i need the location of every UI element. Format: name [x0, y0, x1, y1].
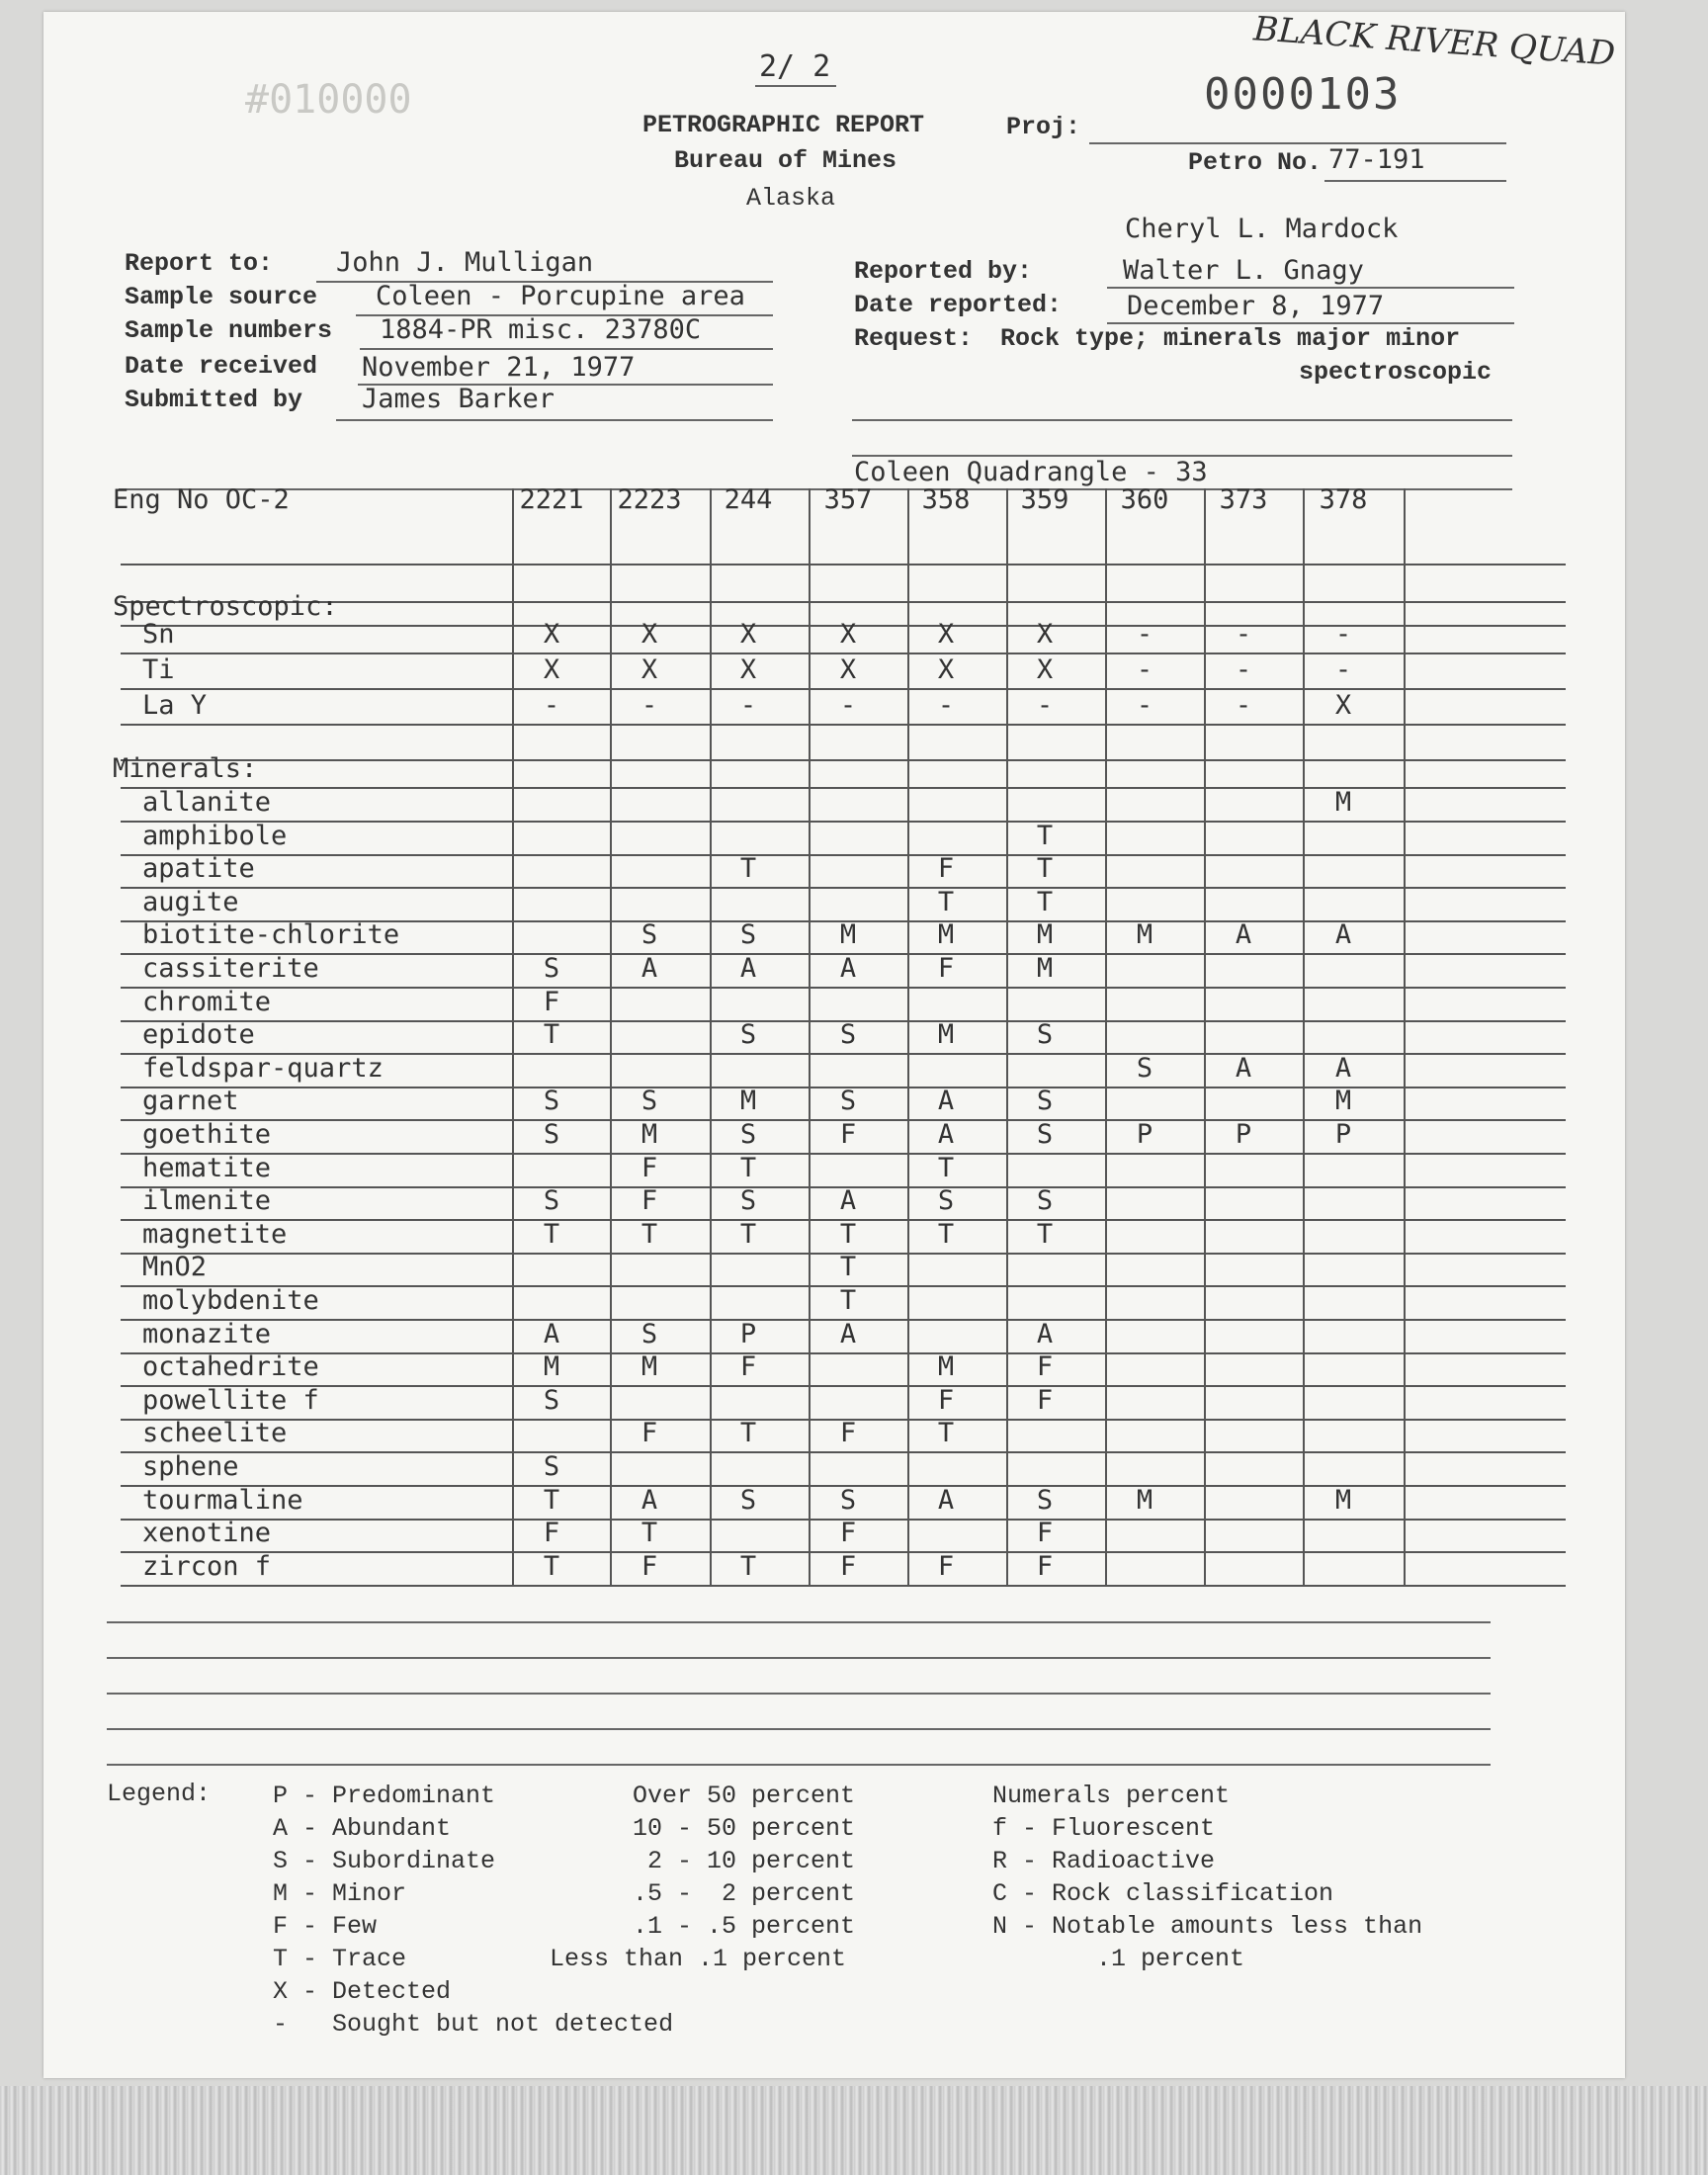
quadrangle-label: Coleen Quadrangle - 33 [854, 457, 1208, 487]
report-to-label: Report to: [125, 249, 274, 278]
row-rule [121, 1585, 1566, 1587]
legend-range: .1 - .5 percent [633, 1912, 856, 1941]
column-rule [512, 488, 514, 1586]
table-cell: T [839, 1252, 857, 1283]
row-label: molybdenite [142, 1285, 319, 1316]
submitted-by-value: James Barker [362, 384, 555, 414]
table-cell: X [937, 619, 955, 650]
table-cell: X [839, 619, 857, 650]
table-cell: - [1136, 690, 1153, 721]
scan-edge [0, 2086, 1708, 2175]
table-cell: M [937, 919, 955, 951]
table-cell: F [937, 1384, 955, 1416]
table-cell: F [839, 1119, 857, 1150]
row-label: chromite [142, 986, 272, 1017]
table-cell: A [839, 1185, 857, 1217]
sample-numbers-value: 1884-PR misc. 23780C [380, 314, 702, 345]
submitted-by-underline [336, 419, 773, 421]
table-cell: M [937, 1351, 955, 1383]
date-reported-label: Date reported: [854, 291, 1063, 319]
row-label: feldspar-quartz [142, 1052, 384, 1084]
sample-numbers-underline [360, 348, 773, 350]
faded-number: #010000 [245, 77, 412, 123]
row-label: MnO2 [142, 1252, 208, 1283]
table-cell: F [937, 853, 955, 885]
row-label: sphene [142, 1451, 239, 1482]
petro-label: Petro No. [1188, 148, 1323, 177]
table-cell: P [1334, 1119, 1352, 1150]
table-cell: F [937, 1550, 955, 1582]
row-rule [121, 1352, 1566, 1354]
date-received-label: Date received [125, 352, 318, 381]
legend-code: T - Trace [273, 1945, 407, 1973]
column-rule [1105, 488, 1107, 1586]
row-label: Ti [142, 654, 175, 685]
row-label: scheelite [142, 1418, 288, 1449]
legend-code: P - Predominant [273, 1782, 496, 1810]
table-cell: A [937, 1086, 955, 1117]
row-label: powellite f [142, 1384, 319, 1416]
sample-source-label: Sample source [125, 283, 318, 311]
row-label: tourmaline [142, 1484, 303, 1516]
table-cell: S [839, 1484, 857, 1516]
table-cell: M [1036, 953, 1054, 984]
row-rule [121, 1153, 1566, 1155]
table-cell: T [937, 1218, 955, 1250]
table-cell: T [1036, 820, 1054, 851]
table-cell: F [640, 1418, 658, 1449]
legend-note: R - Radioactive [992, 1847, 1216, 1875]
table-cell: S [839, 1019, 857, 1051]
table-cell: A [543, 1318, 560, 1349]
table-cell: S [739, 1019, 757, 1051]
table-cell: - [1036, 690, 1054, 721]
table-cell: P [739, 1318, 757, 1349]
table-cell: X [739, 619, 757, 650]
table-cell: A [937, 1119, 955, 1150]
table-cell: T [739, 1418, 757, 1449]
row-rule [121, 564, 1566, 566]
petro-value: 77-191 [1328, 144, 1425, 175]
table-cell: F [839, 1418, 857, 1449]
eng-no-label: Eng No OC-2 [113, 484, 290, 515]
table-cell: S [739, 1185, 757, 1217]
table-cell: F [839, 1550, 857, 1582]
table-cell: M [640, 1351, 658, 1383]
table-cell: F [543, 986, 560, 1017]
blank-rule [107, 1764, 1491, 1766]
table-cell: F [543, 1518, 560, 1549]
proj-underline [1089, 142, 1506, 144]
column-header-244: 244 [724, 484, 773, 515]
column-rule [907, 488, 909, 1586]
table-cell: X [543, 619, 560, 650]
reporter-extra: Cheryl L. Mardock [1125, 214, 1399, 244]
legend-note: N - Notable amounts less than [992, 1912, 1423, 1941]
reported-by-label: Reported by: [854, 257, 1033, 286]
submitted-by-label: Submitted by [125, 386, 303, 414]
column-rule [610, 488, 612, 1586]
legend-code: M - Minor [273, 1879, 407, 1908]
table-cell: S [937, 1185, 955, 1217]
sample-numbers-label: Sample numbers [125, 316, 333, 345]
table-cell: S [543, 1384, 560, 1416]
column-header-358: 358 [921, 484, 971, 515]
row-label: epidote [142, 1019, 255, 1051]
table-cell: - [739, 690, 757, 721]
table-cell: A [1334, 1052, 1352, 1084]
legend-note: C - Rock classification [992, 1879, 1334, 1908]
table-cell: T [839, 1285, 857, 1316]
report-to-value: John J. Mulligan [336, 247, 594, 278]
proj-label: Proj: [1006, 113, 1081, 141]
row-label: hematite [142, 1152, 272, 1183]
table-cell: S [739, 1119, 757, 1150]
table-cell: X [1334, 690, 1352, 721]
table-cell: T [543, 1484, 560, 1516]
table-cell: F [1036, 1550, 1054, 1582]
reported-by-value: Walter L. Gnagy [1123, 255, 1364, 286]
table-cell: F [1036, 1518, 1054, 1549]
legend-range: .5 - 2 percent [633, 1879, 856, 1908]
table-cell: M [1334, 1484, 1352, 1516]
table-cell: S [640, 1318, 658, 1349]
table-cell: - [1334, 619, 1352, 650]
table-cell: S [1036, 1185, 1054, 1217]
table-cell: T [937, 1418, 955, 1449]
table-cell: S [1136, 1052, 1153, 1084]
table-cell: M [1036, 919, 1054, 951]
table-cell: T [543, 1550, 560, 1582]
table-cell: A [640, 953, 658, 984]
row-rule [121, 821, 1566, 823]
request-underline-1 [852, 419, 1512, 421]
table-cell: - [1136, 654, 1153, 685]
table-cell: X [640, 654, 658, 685]
table-cell: S [1036, 1086, 1054, 1117]
column-header-2223: 2223 [617, 484, 682, 515]
table-cell: - [1235, 690, 1252, 721]
date-reported-value: December 8, 1977 [1127, 291, 1385, 321]
table-cell: F [640, 1185, 658, 1217]
table-cell: T [1036, 886, 1054, 917]
column-header-373: 373 [1219, 484, 1268, 515]
page-number-underline [755, 85, 836, 87]
table-cell: X [739, 654, 757, 685]
legend-range: 10 - 50 percent [633, 1814, 856, 1843]
column-rule [1303, 488, 1305, 1586]
table-cell: - [1235, 654, 1252, 685]
table-cell: A [839, 953, 857, 984]
table-cell: T [739, 1550, 757, 1582]
table-cell: S [640, 1086, 658, 1117]
date-received-value: November 21, 1977 [362, 352, 636, 383]
table-cell: M [937, 1019, 955, 1051]
table-cell: - [839, 690, 857, 721]
row-label: augite [142, 886, 239, 917]
table-cell: T [640, 1518, 658, 1549]
state-name: Alaska [746, 184, 836, 213]
blank-rule [107, 1728, 1491, 1730]
table-cell: S [739, 919, 757, 951]
table-cell: X [937, 654, 955, 685]
row-label: garnet [142, 1086, 239, 1117]
table-cell: S [543, 1119, 560, 1150]
legend-range: Less than .1 percent [550, 1945, 847, 1973]
table-cell: - [640, 690, 658, 721]
table-cell: T [739, 853, 757, 885]
table-cell: T [543, 1218, 560, 1250]
table-cell: X [1036, 619, 1054, 650]
table-cell: X [543, 654, 560, 685]
table-cell: T [937, 886, 955, 917]
row-rule [121, 854, 1566, 856]
table-cell: M [1334, 787, 1352, 818]
table-cell: F [739, 1351, 757, 1383]
blank-rule [107, 1693, 1491, 1695]
agency-name: Bureau of Mines [674, 146, 897, 175]
row-label: apatite [142, 853, 255, 885]
table-cell: - [1235, 619, 1252, 650]
spectroscopic-heading: Spectroscopic: [113, 591, 338, 622]
request-value-2: spectroscopic [1299, 358, 1493, 387]
row-rule [121, 1385, 1566, 1387]
table-cell: S [839, 1086, 857, 1117]
table-cell: T [1036, 853, 1054, 885]
row-label: La Y [142, 690, 208, 721]
row-label: ilmenite [142, 1185, 272, 1217]
row-rule [121, 759, 1566, 761]
row-label: octahedrite [142, 1351, 319, 1383]
table-cell: A [839, 1318, 857, 1349]
row-label: cassiterite [142, 953, 319, 984]
legend-note: f - Fluorescent [992, 1814, 1216, 1843]
table-cell: T [1036, 1218, 1054, 1250]
table-cell: M [1136, 1484, 1153, 1516]
table-cell: T [739, 1218, 757, 1250]
minerals-heading: Minerals: [113, 753, 258, 784]
table-cell: A [739, 953, 757, 984]
legend-note: Numerals percent [992, 1782, 1231, 1810]
reported-by-underline [1107, 287, 1514, 289]
table-cell: S [543, 1185, 560, 1217]
table-cell: S [1036, 1484, 1054, 1516]
table-cell: - [543, 690, 560, 721]
table-cell: X [839, 654, 857, 685]
column-rule [710, 488, 712, 1586]
table-cell: M [1334, 1086, 1352, 1117]
row-rule [121, 987, 1566, 989]
legend-code: A - Abundant [273, 1814, 452, 1843]
table-cell: S [1036, 1119, 1054, 1150]
table-cell: A [937, 1484, 955, 1516]
table-cell: F [1036, 1351, 1054, 1383]
column-header-357: 357 [823, 484, 873, 515]
table-cell: X [1036, 654, 1054, 685]
table-cell: M [543, 1351, 560, 1383]
table-cell: S [739, 1484, 757, 1516]
page-number: 2/ 2 [759, 49, 831, 84]
table-cell: F [937, 953, 955, 984]
table-cell: T [937, 1152, 955, 1183]
row-rule [121, 887, 1566, 889]
legend-note: .1 percent [992, 1945, 1245, 1973]
row-label: biotite-chlorite [142, 919, 400, 951]
table-cell: A [1334, 919, 1352, 951]
table-cell: T [739, 1152, 757, 1183]
legend-range: 2 - 10 percent [633, 1847, 856, 1875]
legend-range: Over 50 percent [633, 1782, 856, 1810]
blank-rule [107, 1621, 1491, 1623]
row-label: allanite [142, 787, 272, 818]
table-cell: P [1136, 1119, 1153, 1150]
row-rule [121, 1451, 1566, 1453]
table-cell: A [1235, 1052, 1252, 1084]
document-number: 0000103 [1204, 69, 1402, 120]
legend-code: X - Detected [273, 1977, 452, 2006]
row-label: xenotine [142, 1518, 272, 1549]
table-cell: P [1235, 1119, 1252, 1150]
table-cell: X [640, 619, 658, 650]
row-label: amphibole [142, 820, 288, 851]
table-cell: S [1036, 1019, 1054, 1051]
column-rule [1404, 488, 1406, 1586]
table-cell: - [1136, 619, 1153, 650]
table-cell: S [640, 919, 658, 951]
table-cell: A [1235, 919, 1252, 951]
row-label: zircon f [142, 1550, 272, 1582]
table-cell: T [543, 1019, 560, 1051]
request-label: Request: [854, 324, 974, 353]
blank-rule [107, 1657, 1491, 1659]
table-cell: T [640, 1218, 658, 1250]
table-cell: - [1334, 654, 1352, 685]
row-label: monazite [142, 1318, 272, 1349]
table-cell: - [937, 690, 955, 721]
table-cell: S [543, 1086, 560, 1117]
legend-code: - Sought but not detected [273, 2010, 674, 2039]
column-rule [809, 488, 811, 1586]
request-value-1: Rock type; minerals major minor [1000, 324, 1461, 353]
row-label: magnetite [142, 1218, 288, 1250]
legend-code: S - Subordinate [273, 1847, 496, 1875]
row-rule [121, 724, 1566, 726]
table-cell: S [543, 1451, 560, 1482]
table-cell: F [640, 1550, 658, 1582]
legend-code: F - Few [273, 1912, 378, 1941]
petro-underline [1324, 180, 1506, 182]
row-label: Sn [142, 619, 175, 650]
table-cell: F [1036, 1384, 1054, 1416]
column-header-378: 378 [1319, 484, 1368, 515]
column-rule [1006, 488, 1008, 1586]
table-cell: F [640, 1152, 658, 1183]
table-cell: T [839, 1218, 857, 1250]
table-cell: M [640, 1119, 658, 1150]
row-label: goethite [142, 1119, 272, 1150]
table-cell: M [739, 1086, 757, 1117]
legend-label: Legend: [107, 1780, 212, 1808]
column-header-359: 359 [1020, 484, 1069, 515]
column-header-360: 360 [1120, 484, 1169, 515]
column-rule [1204, 488, 1206, 1586]
table-cell: A [640, 1484, 658, 1516]
table-cell: A [1036, 1318, 1054, 1349]
table-cell: F [839, 1518, 857, 1549]
table-cell: S [543, 953, 560, 984]
handwritten-quad-note: BLACK RIVER QUAD [1252, 9, 1617, 74]
column-header-2221: 2221 [519, 484, 584, 515]
report-title: PETROGRAPHIC REPORT [642, 111, 925, 139]
table-cell: M [1136, 919, 1153, 951]
table-cell: M [839, 919, 857, 951]
sample-source-value: Coleen - Porcupine area [376, 281, 745, 311]
